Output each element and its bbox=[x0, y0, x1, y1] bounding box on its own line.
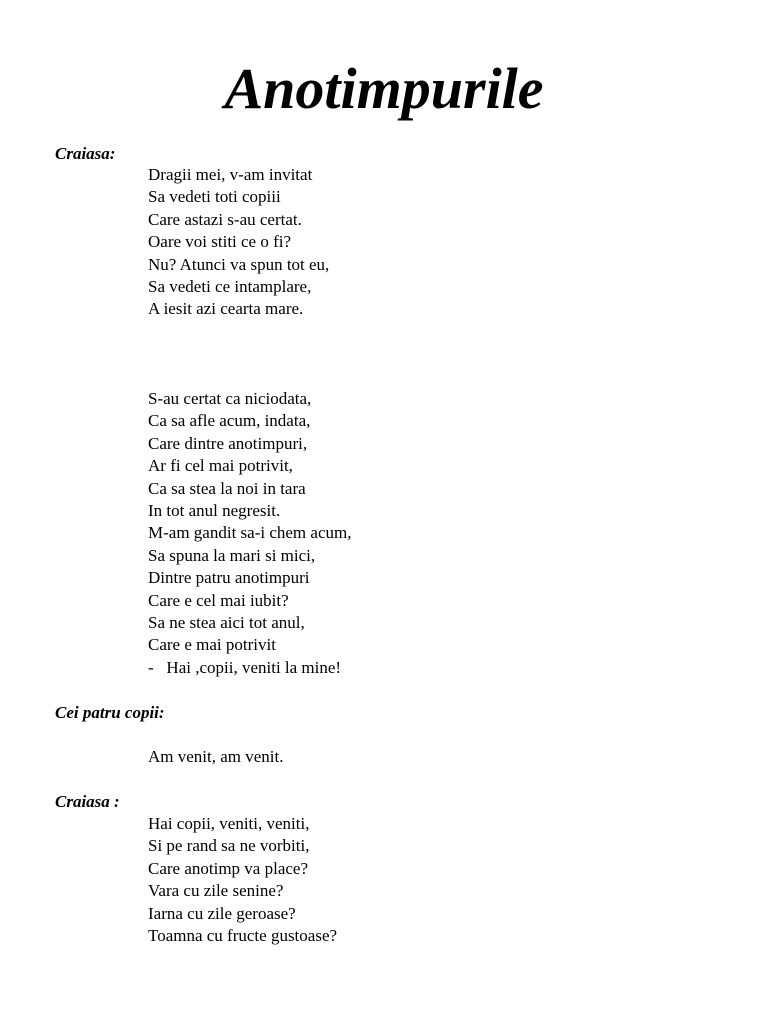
verse-line: Dragii mei, v-am invitat bbox=[148, 165, 313, 184]
verse-line: Care astazi s-au certat. bbox=[148, 209, 302, 229]
verse-line: Care anotimp va place? bbox=[148, 858, 309, 878]
verse-line: - Hai ,copii, veniti la mine! bbox=[148, 657, 342, 677]
verse-line: Dintre patru anotimpuri bbox=[148, 568, 310, 588]
stanza bbox=[148, 164, 329, 321]
stanza bbox=[148, 746, 284, 768]
document-title: Anotimpurile bbox=[224, 56, 544, 121]
verse-line: Oare voi stiti ce o fi? bbox=[148, 232, 292, 252]
verse-line: Ar fi cel mai potrivit, bbox=[148, 456, 293, 476]
verse-line: Care dintre anotimpuri, bbox=[148, 433, 308, 453]
verse-line: Iarna cu zile geroase? bbox=[148, 903, 296, 923]
verse-line: M-am gandit sa-i chem acum, bbox=[148, 523, 352, 543]
speaker-label: Cei patru copii: bbox=[55, 703, 165, 722]
verse-line: Sa vedeti ce intamplare, bbox=[148, 277, 312, 297]
verse-line: Sa vedeti toti copiii bbox=[148, 187, 281, 207]
verse-line: A iesit azi cearta mare. bbox=[148, 299, 304, 319]
verse-line: Ca sa stea la noi in tara bbox=[148, 478, 306, 498]
speaker-label: Craiasa : bbox=[55, 792, 120, 811]
verse-line: Am venit, am venit. bbox=[148, 747, 284, 766]
verse-line: In tot anul negresit. bbox=[148, 501, 281, 521]
verse-line: Care e mai potrivit bbox=[148, 635, 276, 655]
verse-line: Sa ne stea aici tot anul, bbox=[148, 613, 305, 633]
verse-line: Sa spuna la mari si mici, bbox=[148, 545, 316, 565]
verse-line: Ca sa afle acum, indata, bbox=[148, 411, 311, 431]
verse-line: Care e cel mai iubit? bbox=[148, 590, 289, 610]
verse-line: S-au certat ca niciodata, bbox=[148, 389, 312, 408]
verse-line: Vara cu zile senine? bbox=[148, 881, 284, 901]
verse-line: Hai copii, veniti, veniti, bbox=[148, 814, 310, 833]
stanza bbox=[148, 813, 337, 947]
verse-line: Toamna cu fructe gustoase? bbox=[148, 926, 338, 946]
stanza bbox=[148, 388, 351, 679]
verse-line: Si pe rand sa ne vorbiti, bbox=[148, 836, 310, 856]
speaker-label: Craiasa: bbox=[55, 144, 116, 163]
verse-line: Nu? Atunci va spun tot eu, bbox=[148, 254, 330, 274]
